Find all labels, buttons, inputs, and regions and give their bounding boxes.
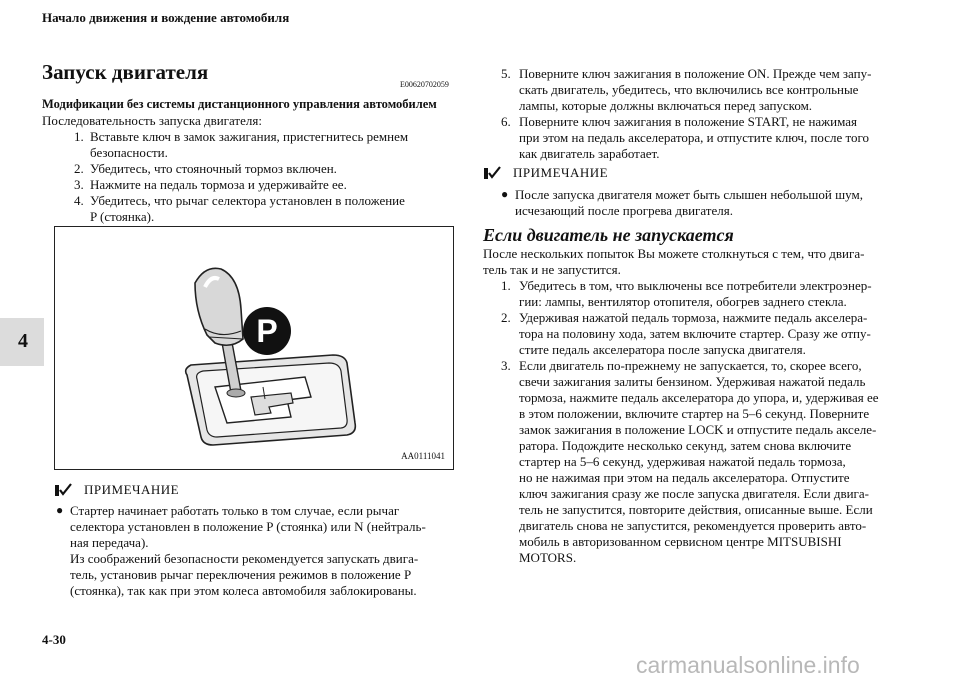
- step-text: тель не запустится, повторите действия, описанные выше. Если: [519, 502, 873, 517]
- note-line: Стартер начинает работать только в том случае, если рычаг: [70, 503, 400, 518]
- note-line: После запуска двигателя может быть слышен небольшой шум,: [515, 187, 863, 202]
- gear-selector-figure: [54, 226, 454, 470]
- step-number: 2.: [501, 310, 511, 325]
- step-text: Убедитесь, что стояночный тормоз включен.: [90, 161, 337, 176]
- bullet-icon: ●: [56, 503, 64, 517]
- step-text: Удерживая нажатой педаль тормоза, нажмите педаль акселера-: [519, 310, 868, 325]
- step-text: мобиль в авторизованном сервисном центре MITSUBISHI: [519, 534, 842, 549]
- note-check-icon: [54, 482, 72, 498]
- step-text: MOTORS.: [519, 550, 577, 565]
- section-tab: [0, 318, 44, 366]
- step-text: ратора. Подождите несколько секунд, затем снова включите: [519, 438, 852, 453]
- step-text: тормоза, нажмите педаль акселератора до упора, и, удерживая ее: [519, 390, 879, 405]
- step-text: безопасности.: [90, 145, 168, 160]
- step-text: двигатель снова не запустится, рекомендуется проверить авто-: [519, 518, 867, 533]
- section-heading: Если двигатель не запускается: [483, 225, 734, 245]
- note-label: ПРИМЕЧАНИЕ: [513, 165, 609, 181]
- step-text: скать двигатель, убедитесь, что включились все контрольные: [519, 82, 859, 97]
- step-text: Нажмите на педаль тормоза и удерживайте ее.: [90, 177, 347, 192]
- step-text: Убедитесь в том, что выключены все потребители электроэнер-: [519, 278, 872, 293]
- step-text: замок зажигания в положение LOCK и отпустите педаль акселе-: [519, 422, 877, 437]
- step-text: Поверните ключ зажигания в положение START, не нажимая: [519, 114, 857, 129]
- park-letter: P: [256, 313, 278, 349]
- step-text: Если двигатель по-прежнему не запускается, то, скорее всего,: [519, 358, 862, 373]
- note-line: Из соображений безопасности рекомендуется запускать двига-: [70, 551, 419, 566]
- step-text: тора на половину хода, затем включите стартер. Сразу же отпу-: [519, 326, 871, 341]
- step-text: гии: лампы, вентилятор отопителя, обогрев заднего стекла.: [519, 294, 847, 309]
- step-text: Поверните ключ зажигания в положение ON. Прежде чем запу-: [519, 66, 872, 81]
- note-check-icon: [483, 165, 501, 181]
- note-header-left: [54, 481, 179, 499]
- trouble-intro: [483, 246, 903, 278]
- step-text: при этом на педаль акселератора, и отпустите ключ, после того: [519, 130, 870, 145]
- step-text: Убедитесь, что рычаг селектора установлен в положение: [90, 193, 405, 208]
- intro-line: тель так и не запустится.: [483, 262, 621, 277]
- step-number: 1.: [74, 129, 84, 144]
- watermark: carmanualsonline.info: [636, 652, 860, 678]
- note-line: исчезающий после прогрева двигателя.: [515, 203, 733, 218]
- step-number: 1.: [501, 278, 511, 293]
- figure-code: AA0111041: [401, 451, 445, 461]
- note-body-right: [483, 187, 903, 219]
- step-text: как двигатель заработает.: [519, 146, 660, 161]
- step-number: 5.: [501, 66, 511, 81]
- start-steps-continued: [483, 66, 903, 162]
- step-text: лампы, которые должны включаться перед запуском.: [519, 98, 813, 113]
- bullet-icon: ●: [501, 187, 509, 201]
- step-number: 3.: [501, 358, 511, 373]
- step-number: 4.: [74, 193, 84, 208]
- note-line: тель, установив рычаг переключения режимов в положение P: [70, 567, 412, 582]
- running-header: Начало движения и вождение автомобиля: [42, 10, 290, 25]
- note-line: ная передача).: [70, 535, 149, 550]
- note-header-right: [483, 164, 608, 182]
- step-text: P (стоянка).: [90, 209, 155, 224]
- note-line: (стоянка), так как при этом колеса автомобиля заблокированы.: [70, 583, 417, 598]
- step-text: в этом положении, включите стартер на 5–6 секунд. Поверните: [519, 406, 870, 421]
- page-number: 4-30: [42, 632, 66, 647]
- step-text: стите педаль акселератора после запуска двигателя.: [519, 342, 806, 357]
- step-text: Вставьте ключ в замок зажигания, пристегнитесь ремнем: [90, 129, 409, 144]
- subheading: Модификации без системы дистанционного управления автомобилем: [42, 97, 437, 111]
- step-text: ключ зажигания сразу же после запуска двигателя. Если двига-: [519, 486, 869, 501]
- step-text: но не нажимая при этом на педаль акселератора. Отпустите: [519, 470, 850, 485]
- page-title: Запуск двигателя: [42, 60, 209, 84]
- step-number: 3.: [74, 177, 84, 192]
- step-number: 2.: [74, 161, 84, 176]
- trouble-steps-list: [483, 278, 903, 568]
- intro-text: Последовательность запуска двигателя:: [42, 113, 262, 128]
- note-label: ПРИМЕЧАНИЕ: [84, 482, 180, 498]
- section-number: 4: [18, 330, 28, 352]
- intro-line: После нескольких попыток Вы можете столкнуться с тем, что двига-: [483, 246, 865, 261]
- step-text: стартер на 5–6 секунд, удерживая нажатой педаль тормоза,: [519, 454, 846, 469]
- start-steps-list: [42, 129, 462, 225]
- section-code: E00620702059: [400, 80, 449, 89]
- step-text: свечи зажигания залиты бензином. Удерживая нажатой педаль: [519, 374, 866, 389]
- step-number: 6.: [501, 114, 511, 129]
- note-body-left: [54, 503, 464, 599]
- note-line: селектора установлен в положение P (стоянка) или N (нейтраль-: [70, 519, 426, 534]
